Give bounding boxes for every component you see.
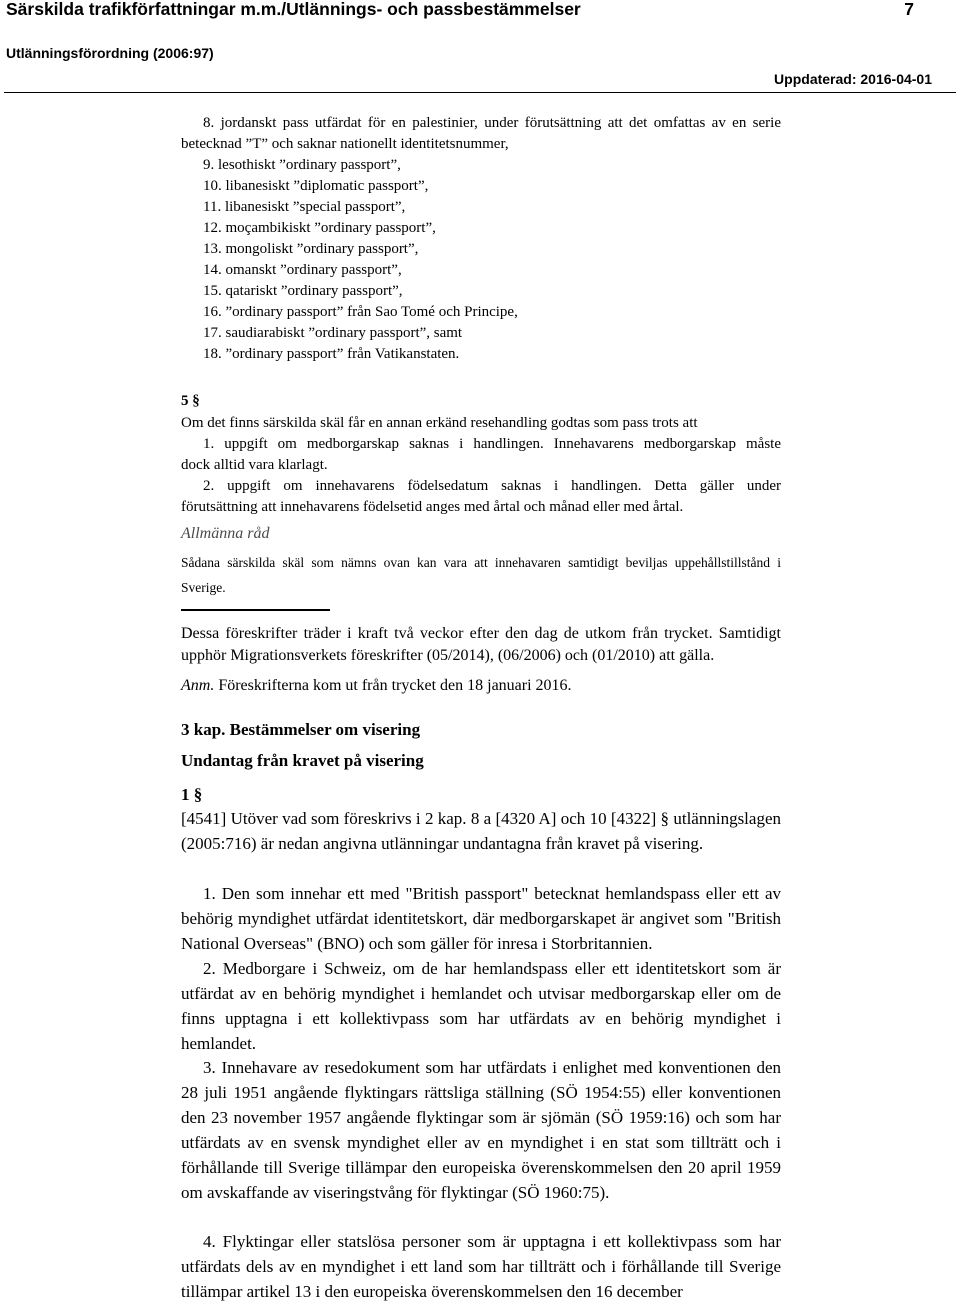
- header-divider: [4, 92, 956, 93]
- section-5-point-1-line-1: 1. uppgift om medborgarskap saknas i handlingen. Innehavarens medborgarskap måste: [203, 436, 781, 452]
- section-1-heading: 1 §: [181, 785, 203, 804]
- list-item-15: 15. qatariskt ”ordinary passport”,: [203, 283, 403, 299]
- note-label: Anm.: [181, 677, 215, 694]
- note-line: [181, 676, 572, 695]
- ordinance-title: Utlänningsförordning (2006:97): [6, 45, 214, 61]
- list-item-14: 14. omanskt ”ordinary passport”,: [203, 262, 402, 278]
- general-advice-line-2: Sverige.: [181, 580, 226, 595]
- entry-into-force-line-1: Dessa föreskrifter träder i kraft två veckor efter den dag de utkom från trycket. Samtidigt: [181, 625, 781, 642]
- list-item-11: 11. libanesiskt ”special passport”,: [203, 199, 406, 215]
- chapter-3-title: 3 kap. Bestämmelser om visering: [181, 720, 421, 739]
- updated-date: Uppdaterad: 2016-04-01: [774, 71, 932, 87]
- chapter-3-subtitle: Undantag från kravet på visering: [181, 751, 424, 770]
- section-5-intro: Om det finns särskilda skäl får en annan erkänd resehandling godtas som pass trots att: [181, 415, 698, 431]
- list-item-8-line-2: betecknad ”T” och saknar nationellt identitetsnummer,: [181, 136, 509, 152]
- running-header-title: Särskilda trafikförfattningar m.m./Utlännings- och passbestämmelser: [6, 0, 581, 19]
- exemption-item-1: 1. Den som innehar ett med "British passport" betecknat hemlandspass eller ett av behörig myndighet utfärdat identitetskort, där medborgarskapet är angivet som "British National Overseas" (BNO) och som gäller för inresa i Storbritannien.: [181, 884, 781, 953]
- note-text: Föreskrifterna kom ut från trycket den 18 januari 2016.: [214, 677, 572, 694]
- exemption-item-4: 4. Flyktingar eller statslösa personer som är upptagna i ett kollektivpass som har utfärdats dels av en myndighet i ett land som har tillträtt och i förhållande till Sverige tillämpar artikel 13 i den europeiska överenskommelsen den 16 december: [181, 1232, 781, 1301]
- list-item-9: 9. lesothiskt ”ordinary passport”,: [203, 157, 401, 173]
- section-5-heading: 5 §: [181, 393, 200, 409]
- exemption-item-3: 3. Innehavare av resedokument som har utfärdats i enlighet med konventionen den 28 juli 1951 angående flyktingars rättsliga ställning (SÖ 1954:55) eller konventionen den 23 november 1957 angående flyktingar som är sjömän (SÖ 1959:16) och som har utfärdats av en svensk myndighet eller av en myndighet i en stat som tillträtt och i förhållande till Sverige tillämpar den europeiska överenskommelsen den 20 april 1959 om avskaffande av viseringstvång för flyktingar (SÖ 1960:75).: [181, 1058, 781, 1202]
- page-number: 7: [904, 0, 914, 19]
- list-item-13: 13. mongoliskt ”ordinary passport”,: [203, 241, 419, 257]
- footnote-divider: [181, 609, 330, 611]
- list-item-16: 16. ”ordinary passport” från Sao Tomé och Principe,: [203, 304, 518, 320]
- list-item-12: 12. moçambikiskt ”ordinary passport”,: [203, 220, 436, 236]
- section-5-point-2-line-2: förutsättning att innehavarens födelsetid anges med årtal och månad eller med årtal.: [181, 499, 684, 515]
- section-5-point-1-line-2: dock alltid vara klarlagt.: [181, 457, 328, 473]
- list-item-18: 18. ”ordinary passport” från Vatikanstaten.: [203, 346, 460, 362]
- general-advice-heading: Allmänna råd: [181, 525, 270, 542]
- general-advice-line-1: Sådana särskilda skäl som nämns ovan kan vara att innehavaren samtidigt beviljas uppehållstillstånd i: [181, 555, 781, 570]
- entry-into-force-line-2: upphör Migrationsverkets föreskrifter (05/2014), (06/2006) och (01/2010) att gälla.: [181, 647, 715, 664]
- list-item-17: 17. saudiarabiskt ”ordinary passport”, samt: [203, 325, 463, 341]
- section-5-point-2-line-1: 2. uppgift om innehavarens födelsedatum saknas i handlingen. Detta gäller under: [203, 478, 781, 494]
- section-sign-icon: §: [193, 785, 203, 804]
- list-item-10: 10. libanesiskt ”diplomatic passport”,: [203, 178, 429, 194]
- exemption-item-2: 2. Medborgare i Schweiz, om de har hemlandspass eller ett identitetskort som är utfärdat av en behörig myndighet i hemlandet och utvisar medborgarskap eller om de finns upptagna i ett kollektivpass som har utfärdats av en behörig myndighet i hemlandet.: [181, 959, 781, 1053]
- section-sign-icon: §: [192, 393, 200, 409]
- list-item-8-line-1: 8. jordanskt pass utfärdat för en palestinier, under förutsättning att det omfattas av en serie: [203, 115, 781, 131]
- section-1-intro: [4541] Utöver vad som föreskrivs i 2 kap. 8 a [4320 A] och 10 [4322] § utlänningslagen (2005:716) är nedan angivna utlänningar undantagna från kravet på visering.: [181, 809, 781, 853]
